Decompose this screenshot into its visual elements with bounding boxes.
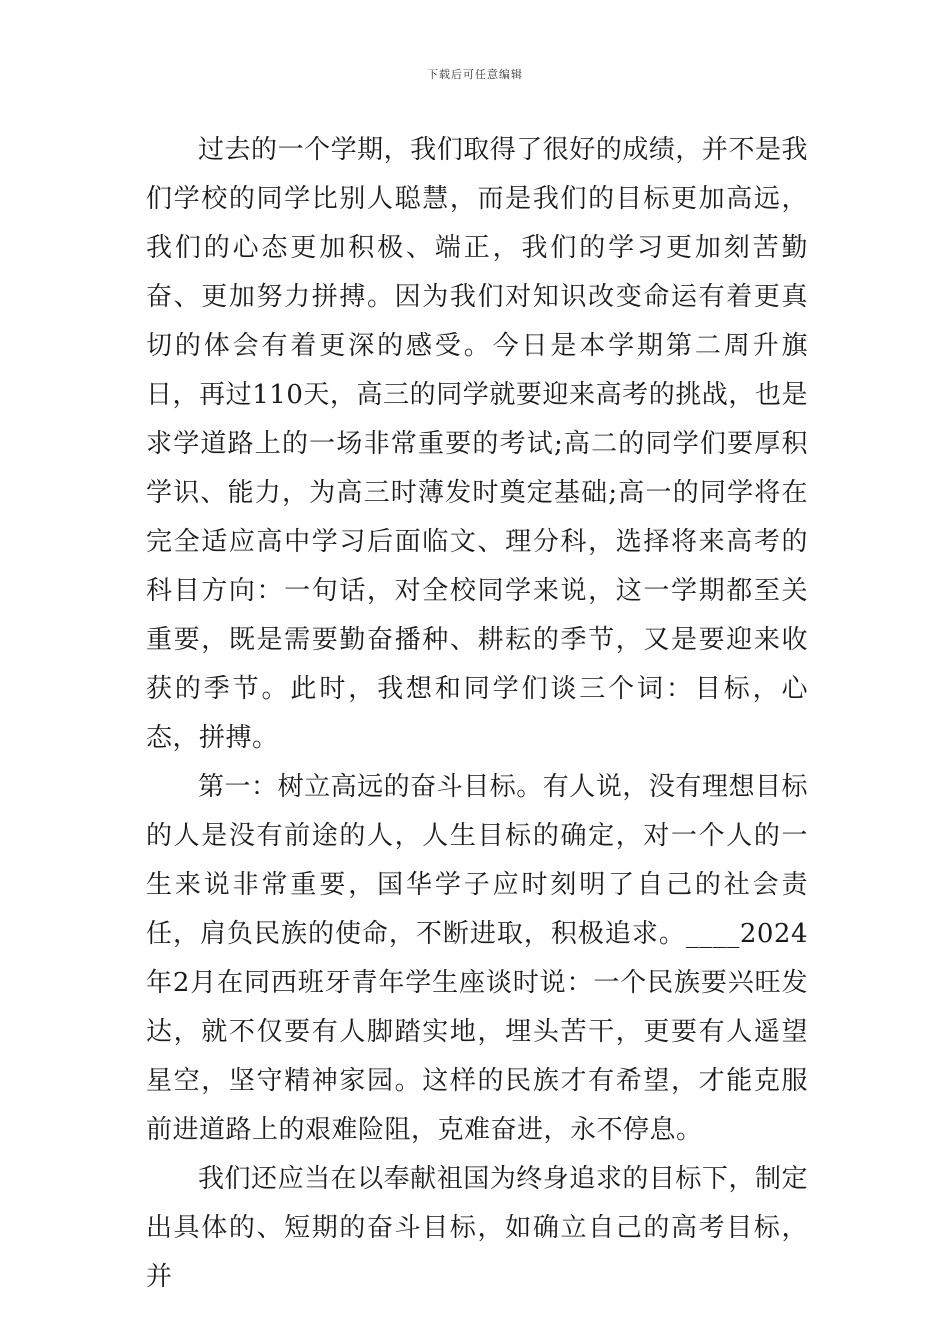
paragraph-3: 我们还应当在以奉献祖国为终身追求的目标下，制定出具体的、短期的奋斗目标，如确立自己的高考目标，并	[146, 1164, 808, 1292]
header-note: 下载后可任意编辑	[427, 68, 523, 81]
paragraph-2: 第一：树立高远的奋斗目标。有人说，没有理想目标的人是没有前途的人，人生目标的确定，对一个人的一生来说非常重要，国华学子应时刻明了自己的社会责任，肩负民族的使命，不断进取，积极追求。____2024年2月在同西班牙青年学生座谈时说：一个民族要兴旺发达，就不仅要有人脚踏实地，埋头苦干，更要有人遥望星空，坚守精神家园。这样的民族才有希望，才能克服前进道路上的艰难险阻，克难奋进，永不停息。	[146, 772, 808, 1145]
document-body	[146, 126, 808, 1302]
paragraph-1: 过去的一个学期，我们取得了很好的成绩，并不是我们学校的同学比别人聪慧，而是我们的目标更加高远，我们的心态更加积极、端正，我们的学习更加刻苦勤奋、更加努力拼搏。因为我们对知识改变命运有着更真切的体会有着更深的感受。今日是本学期第二周升旗日，再过110天，高三的同学就要迎来高考的挑战，也是求学道路上的一场非常重要的考试;高二的同学们要厚积学识、能力，为高三时薄发时奠定基础;高一的同学将在完全适应高中学习后面临文、理分科，选择将来高考的科目方向：一句话，对全校同学来说，这一学期都至关重要，既是需要勤奋播种、耕耘的季节，又是要迎来收获的季节。此时，我想和同学们谈三个词：目标，心态，拼搏。	[146, 135, 808, 753]
